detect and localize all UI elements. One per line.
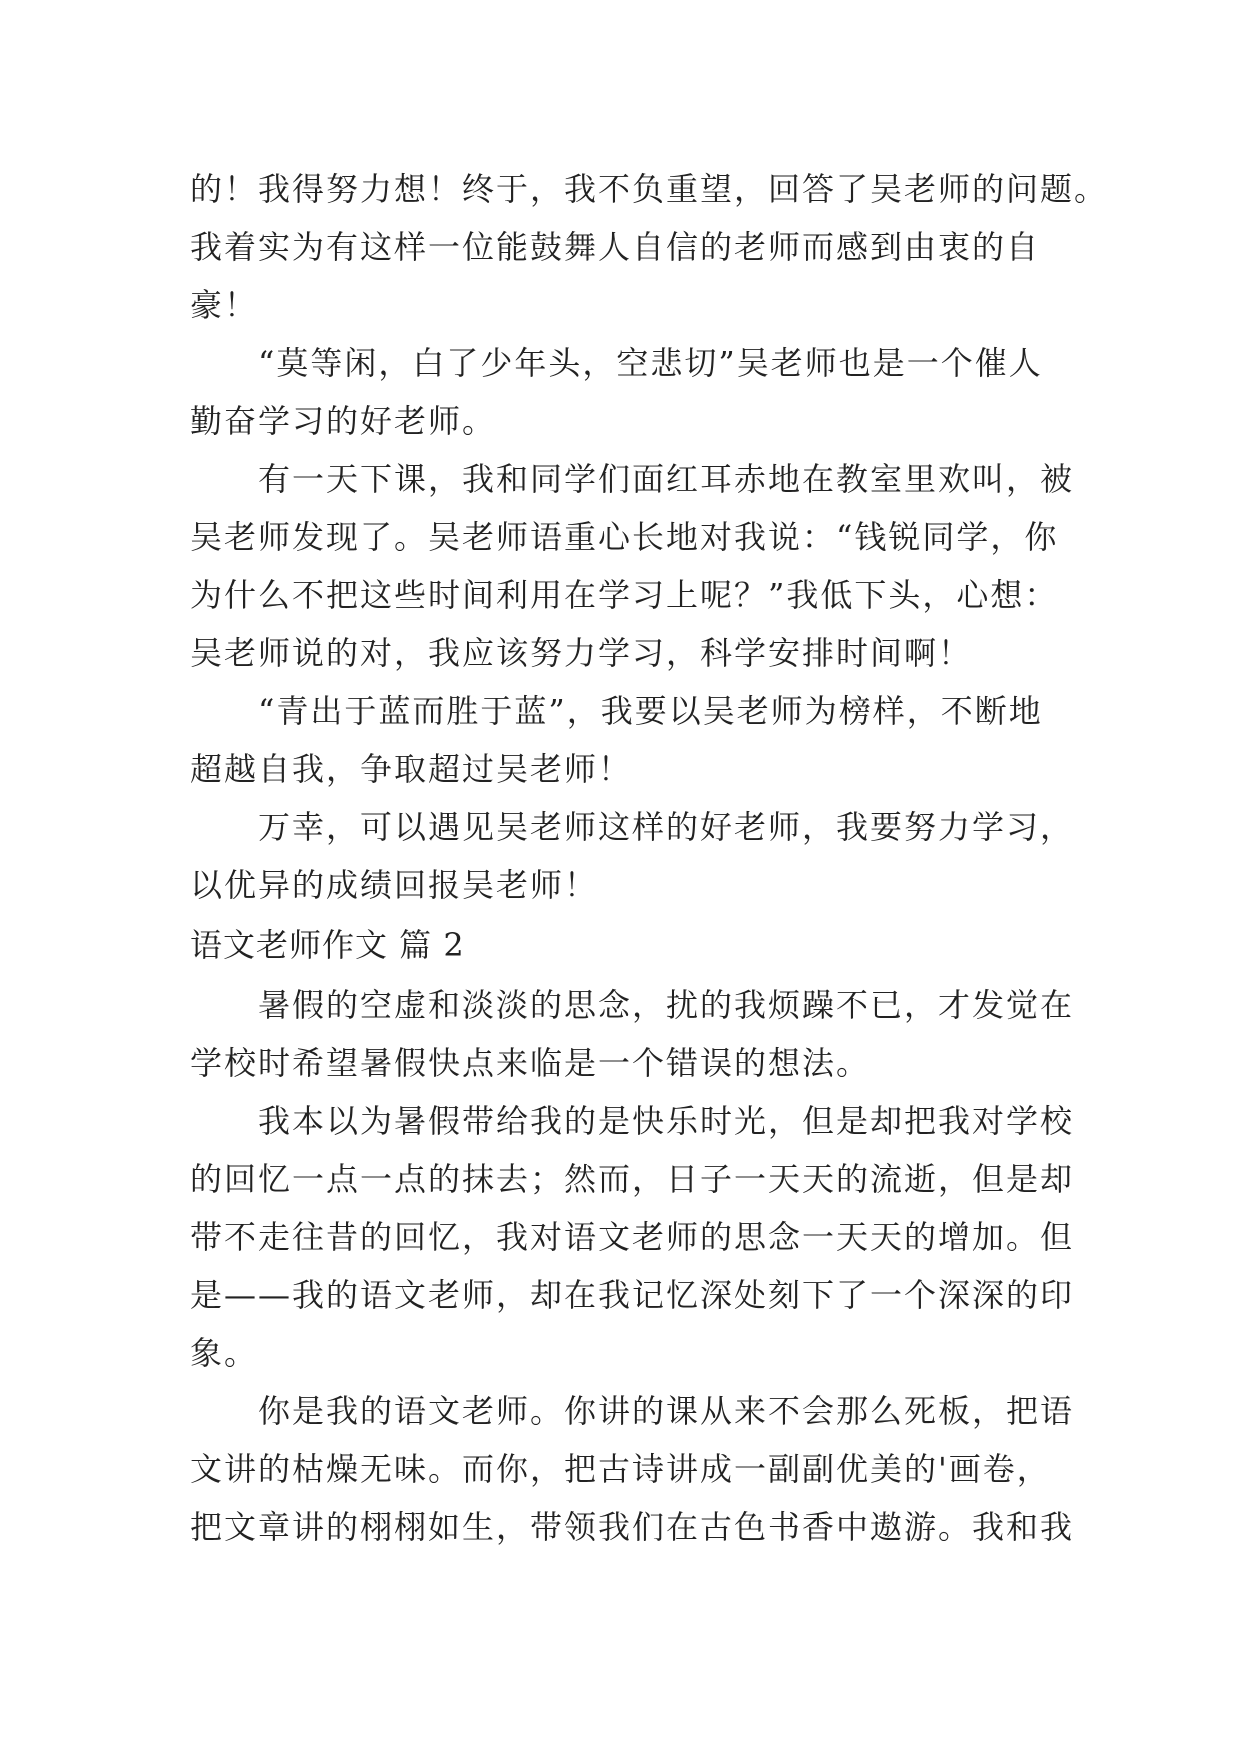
text-line: 豪！ (190, 286, 259, 324)
text-line: 暑假的空虚和淡淡的思念，扰的我烦躁不已，才发觉在 (190, 986, 1075, 1024)
text-line: “莫等闲，白了少年头，空悲切”吴老师也是一个催人 (190, 344, 1043, 382)
text-line: 的！我得努力想！终于，我不负重望，回答了吴老师的问题。 (190, 170, 1109, 208)
text-line: 我着实为有这样一位能鼓舞人自信的老师而感到由衷的自 (190, 228, 1041, 266)
text-line: 学校时希望暑假快点来临是一个错误的想法。 (190, 1044, 871, 1082)
text-line: 的回忆一点一点的抹去；然而，日子一天天的流逝，但是却 (190, 1160, 1075, 1198)
text-line: 勤奋学习的好老师。 (190, 402, 497, 440)
text-line: 你是我的语文老师。你讲的课从来不会那么死板，把语 (190, 1392, 1075, 1430)
text-line: 象。 (190, 1334, 259, 1372)
text-line: 吴老师发现了。吴老师语重心长地对我说：“钱锐同学，你 (190, 518, 1059, 556)
text-line: 带不走往昔的回忆，我对语文老师的思念一天天的增加。但 (190, 1218, 1075, 1256)
text-line: 我本以为暑假带给我的是快乐时光，但是却把我对学校 (190, 1102, 1075, 1140)
text-line: “青出于蓝而胜于蓝”，我要以吴老师为榜样，不断地 (190, 692, 1043, 730)
text-line: 万幸，可以遇见吴老师这样的好老师，我要努力学习， (190, 808, 1075, 846)
text-line: 文讲的枯燥无味。而你，把古诗讲成一副副优美的'画卷， (190, 1450, 1051, 1488)
essay-text-block (190, 160, 1109, 1556)
text-line: 超越自我，争取超过吴老师！ (190, 750, 633, 788)
text-line: 是——我的语文老师，却在我记忆深处刻下了一个深深的印 (190, 1276, 1075, 1314)
text-line: 把文章讲的栩栩如生，带领我们在古色书香中遨游。我和我 (190, 1508, 1075, 1546)
text-line: 为什么不把这些时间利用在学习上呢？”我低下头，心想： (190, 576, 1059, 614)
text-line: 有一天下课，我和同学们面红耳赤地在教室里欢叫，被 (190, 460, 1075, 498)
text-line: 以优异的成绩回报吴老师！ (190, 866, 599, 904)
section-heading: 语文老师作文 篇 2 (190, 926, 465, 964)
text-line: 吴老师说的对，我应该努力学习，科学安排时间啊！ (190, 634, 973, 672)
